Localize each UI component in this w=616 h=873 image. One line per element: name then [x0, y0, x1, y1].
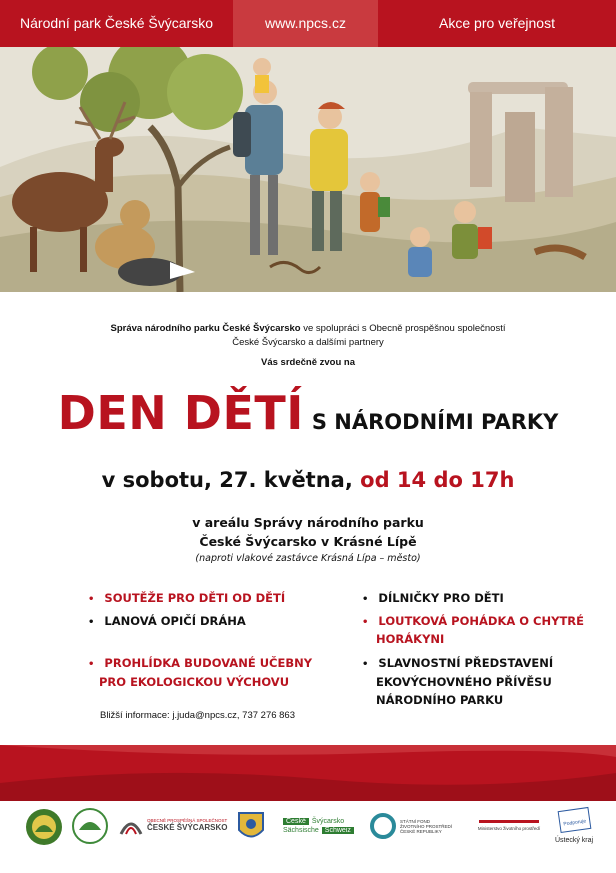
- date-time: od 14 do 17h: [360, 468, 515, 492]
- npcs-logo: [25, 808, 63, 846]
- bullet-icon: •: [88, 659, 95, 670]
- date-day: v sobotu, 27. května,: [101, 468, 353, 492]
- bullet-icon: •: [362, 659, 369, 670]
- event-date: [0, 468, 616, 492]
- venue-line-1: v areálu Správy národního parku: [192, 515, 424, 530]
- bullet-icon: •: [88, 594, 95, 605]
- np-logo: [72, 808, 108, 844]
- sfzp-logo: STÁTNÍ FOND ŽIVOTNÍHO PROSTŘEDÍ ČESKÉ REPUBLIKY: [370, 812, 470, 840]
- program-item-cont: PRO EKOLOGICKOU VÝCHOVU: [99, 675, 290, 689]
- bullet-icon: •: [88, 617, 95, 628]
- ceske-svycarsko-logo: České Švýcarsko Sächsische Schweiz: [283, 812, 363, 840]
- program-item-cont: NÁRODNÍHO PARKU: [376, 693, 504, 707]
- event-title: [0, 386, 616, 440]
- bullet-icon: •: [362, 617, 369, 628]
- website-link[interactable]: www.npcs.cz: [233, 0, 378, 47]
- program-item: • SLAVNOSTNÍ PŘEDSTAVENÍ: [362, 656, 554, 670]
- program-item: • DÍLNIČKY PRO DĚTI: [362, 591, 504, 605]
- top-bar: [0, 0, 616, 47]
- bullet-icon: •: [362, 594, 369, 605]
- ops-logo: OBECNĚ PROSPĚŠNÁ SPOLEČNOST ČESKÉ ŠVÝCARSKO: [118, 812, 228, 838]
- title-sub: S NÁRODNÍMI PARKY: [311, 410, 559, 434]
- contact-info: Bližší informace: j.juda@npcs.cz, 737 276 863: [100, 710, 295, 721]
- events-label: Akce pro veřejnost: [439, 15, 555, 31]
- bottom-band: [0, 745, 616, 801]
- hero-illustration: [0, 47, 616, 292]
- park-name: Národní park České Švýcarsko: [20, 15, 213, 31]
- ustecky-kraj-logo: Podporuje Ústecký kraj: [552, 806, 596, 846]
- partners-text: České Švýcarsko a dalšími partnery: [232, 337, 384, 348]
- invite-text: Vás srdečně zvou na: [261, 357, 355, 368]
- title-main: DEN DĚTÍ: [57, 386, 304, 440]
- organizer-name: Správa národního parku České Švýcarsko: [110, 323, 301, 334]
- program-item: • LANOVÁ OPIČÍ DRÁHA: [88, 614, 246, 628]
- mzp-logo: Ministerstvo životního prostředí: [474, 815, 544, 835]
- crest-logo: [236, 810, 266, 844]
- program-item: • PROHLÍDKA BUDOVANÉ UČEBNY: [88, 656, 313, 670]
- program-item: • SOUTĚŽE PRO DĚTI OD DĚTÍ: [88, 591, 286, 605]
- program-item: • LOUTKOVÁ POHÁDKA O CHYTRÉ: [362, 614, 585, 628]
- venue-note: (naproti vlakové zastávce Krásná Lípa – město): [195, 553, 421, 564]
- cooperation-text: ve spolupráci s Obecně prospěšnou společností: [303, 323, 506, 334]
- program-item-cont: EKOVÝCHOVNÉHO PŘÍVĚSU: [376, 675, 552, 689]
- intro-line-1: [0, 323, 616, 334]
- venue-line-2: České Švýcarsko v Krásné Lípě: [199, 534, 417, 549]
- program-item-cont: HORÁKYNI: [376, 632, 445, 646]
